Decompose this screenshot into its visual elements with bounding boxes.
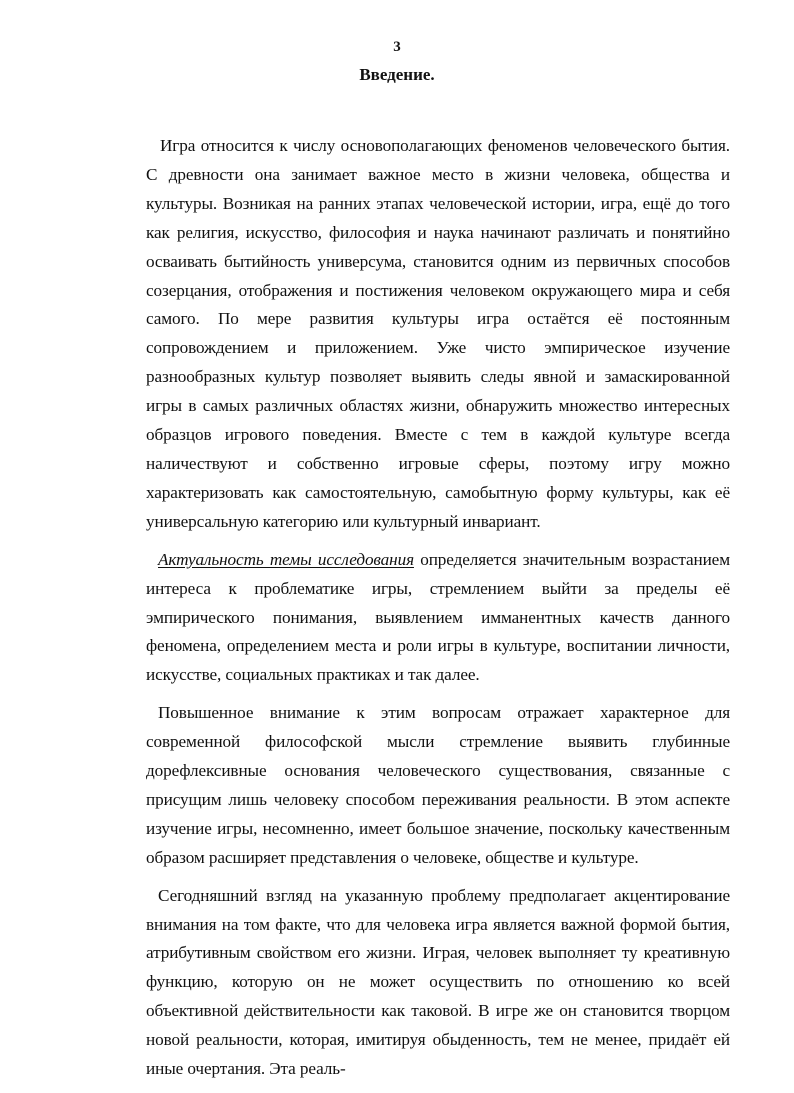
section-title: Введение. xyxy=(359,65,435,84)
body-text xyxy=(146,132,730,1093)
relevance-text: определяется значительным возрастанием интереса к проблематике игры, стремлением выйти за пределы её эмпирического понимания, выявлением имманентных качеств данного феномена, определением места и роли игры в культуре, воспитании личности, искусстве, социальных практиках и так далее. xyxy=(146,549,730,685)
paragraph-current-view: Сегодняшний взгляд на указанную проблему предполагает акцентирование внимания на том факте, что для человека игра является важной формой бытия, атрибутивным свойством его жизни. Играя, человек выполняет ту креативную функцию, которую он не может осуществить по отношению ко всей объективной действительности как таковой. В игре же он становится творцом новой реальности, которая, имитируя обыденность, тем не менее, придаёт ей иные очертания. Эта реаль- xyxy=(146,885,730,1079)
paragraph-relevance xyxy=(146,546,730,691)
page-number: 3 xyxy=(393,39,401,55)
paragraph-attention: Повышенное внимание к этим вопросам отражает характерное для современной философской мысли стремление выявить глубинные дорефлексивные основания человеческого существования, связанные с присущим лишь человеку способом переживания реальности. В этом аспекте изучение игры, несомненно, имеет большое значение, поскольку качественным образом расширяет представления о человеке, обществе и культуре. xyxy=(146,703,730,867)
paragraph-intro: Игра относится к числу основополагающих феноменов человеческого бытия. С древности она занимает важное место в жизни человека, общества и культуры. Возникая на ранних этапах человеческой истории, игра, ещё до того как религия, искусство, философия и наука начинают различать и понятийно осваивать бытийность универсума, становится одним из первичных способов созерцания, отображения и постижения человеком окружающего мира и себя самого. По мере развития культуры игра остаётся её постоянным сопровождением и приложением. Уже чисто эмпирическое изучение разнообразных культур позволяет выявить следы явной и замаскированной игры в самых различных областях жизни, обнаружить множество интересных образцов игрового поведения. Вместе с тем в каждой культуре всегда наличествуют и собственно игровые сферы, поэтому игру можно характеризовать как самостоятельную, самобытную форму культуры, как её универсальную категорию или культурный инвариант. xyxy=(146,136,730,531)
relevance-heading: Актуальность темы исследования xyxy=(158,549,414,569)
